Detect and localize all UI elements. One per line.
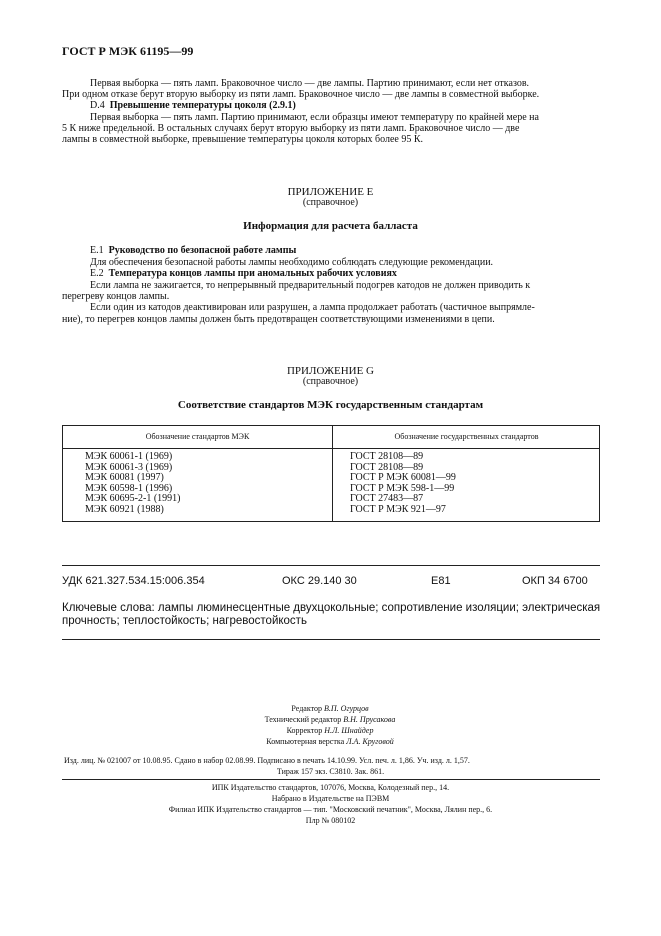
credit-label: Компьютерная верстка xyxy=(266,737,345,746)
paragraph: перегреву концов лампы. xyxy=(62,291,170,302)
table-cell: МЭК 60081 (1997) xyxy=(85,472,164,483)
imprint-line: Набрано в Издательстве на ПЭВМ xyxy=(271,794,390,803)
keywords-line: Ключевые слова: лампы люминесцентные двухцокольные; сопротивление изоляции; электрическая xyxy=(62,602,601,614)
appendix-g-heading: Соответствие стандартов МЭК государственным стандартам xyxy=(177,399,484,411)
section-heading-d4 xyxy=(90,100,296,111)
credit-name: В.Н. Прусакова xyxy=(343,715,396,724)
paragraph: Для обеспечения безопасной работы лампы необходимо соблюдать следующие рекомендации. xyxy=(90,257,494,268)
table-cell: МЭК 60921 (1988) xyxy=(85,503,164,515)
table-cell: ГОСТ 28108—89 xyxy=(350,461,424,473)
credit-layout xyxy=(200,737,460,747)
paragraph: При одном отказе берут вторую выборку из пяти ламп. Браковочное число — две лампы в совместной выборке. xyxy=(62,89,540,100)
section-heading-e1 xyxy=(90,245,296,256)
imprint-line: Филиал ИПК Издательство стандартов — тип. "Московский печатник", Москва, Лялин пер., 6. xyxy=(168,805,493,814)
credit-editor xyxy=(230,704,430,714)
standards-table xyxy=(62,425,600,522)
divider xyxy=(62,565,600,566)
oks-code: ОКС 29.140 30 xyxy=(282,575,357,587)
credit-label: Редактор xyxy=(291,704,322,713)
table-cell: МЭК 60695-2-1 (1991) xyxy=(85,493,181,504)
paragraph: Если лампа не зажигается, то непрерывный предварительный подогрев катодов не должен приводить к xyxy=(90,280,531,291)
table-cell: МЭК 60061-3 (1969) xyxy=(85,461,173,473)
section-number: D.4 xyxy=(90,100,105,111)
imprint-line: Тираж 157 экз. С3810. Зак. 861. xyxy=(276,767,385,776)
section-number: Е.1 xyxy=(90,245,104,256)
table-cell: ГОСТ Р МЭК 921—97 xyxy=(350,503,446,515)
table-divider xyxy=(63,448,599,449)
imprint-line: Плр № 080102 xyxy=(305,816,356,825)
section-heading-e2 xyxy=(90,268,397,279)
section-title: Температура концов лампы при аномальных рабочих условиях xyxy=(108,268,397,279)
table-cell: ГОСТ Р МЭК 598-1—99 xyxy=(350,482,455,494)
credit-label: Технический редактор xyxy=(264,715,342,724)
paragraph: Первая выборка — пять ламп. Партию принимают, если образцы имеют температуру по крайней мере на xyxy=(90,112,539,123)
appendix-e-title: ПРИЛОЖЕНИЕ Е xyxy=(287,186,374,198)
e-code: Е81 xyxy=(431,575,451,587)
appendix-g-subtitle: (справочное) xyxy=(302,376,359,387)
page-header: ГОСТ Р МЭК 61195—99 xyxy=(62,44,194,58)
table-cell: ГОСТ 27483—87 xyxy=(350,493,424,504)
appendix-e-heading: Информация для расчета балласта xyxy=(243,220,418,232)
udk-code: УДК 621.327.534.15:006.354 xyxy=(62,575,205,587)
paragraph: лампы в совместной выборке, превышение температуры цоколя которых более 95 К. xyxy=(62,134,424,145)
okp-code: ОКП 34 6700 xyxy=(522,575,588,587)
divider xyxy=(62,639,600,640)
paragraph: Первая выборка — пять ламп. Браковочное число — две лампы. Партию принимают, если нет отказов. xyxy=(90,78,530,89)
table-col-gost xyxy=(350,452,456,515)
table-header-gost: Обозначение государственных стандартов xyxy=(394,432,539,441)
table-col-iec xyxy=(85,452,180,515)
credit-tech-editor xyxy=(200,715,460,725)
credit-corrector xyxy=(200,726,460,736)
paragraph: 5 К ниже предельной. В остальных случаях берут вторую выборку из пяти ламп. Браковочное число — две xyxy=(62,123,520,134)
table-cell: ГОСТ Р МЭК 60081—99 xyxy=(350,472,456,483)
table-cell: МЭК 60598-1 (1996) xyxy=(85,482,173,494)
appendix-g-title: ПРИЛОЖЕНИЕ G xyxy=(286,365,374,377)
paragraph: ние), то перегрев концов лампы должен быть предотвращен соответствующими изменениями в цепи. xyxy=(62,314,495,325)
appendix-e-subtitle: (справочное) xyxy=(302,197,359,208)
paragraph: Если один из катодов деактивирован или разрушен, а лампа продолжает работать (частичное выпрямле- xyxy=(90,302,535,313)
divider xyxy=(62,779,600,780)
table-cell: ГОСТ 28108—89 xyxy=(350,451,424,462)
imprint-line: ИПК Издательство стандартов, 107076, Москва, Колодезный пер., 14. xyxy=(211,783,450,792)
credit-name: Л.А. Круговой xyxy=(346,737,394,746)
credit-name: В.П. Огурцов xyxy=(324,704,369,713)
section-title: Превышение температуры цоколя (2.9.1) xyxy=(109,100,296,111)
table-header-iec: Обозначение стандартов МЭК xyxy=(145,432,250,441)
section-number: Е.2 xyxy=(90,268,104,279)
imprint-line: Изд. лиц. № 021007 от 10.08.95. Сдано в набор 02.08.99. Подписано в печать 14.10.99. Усл. печ. л. 1,86. Уч. изд. л. 1,57. xyxy=(64,756,470,765)
credit-label: Корректор xyxy=(286,726,323,735)
section-title: Руководство по безопасной работе лампы xyxy=(108,245,297,256)
keywords-line: прочность; теплостойкость; нагревостойкость xyxy=(62,615,307,627)
credit-name: Н.Л. Шнайдер xyxy=(324,726,374,735)
table-cell: МЭК 60061-1 (1969) xyxy=(85,451,173,462)
